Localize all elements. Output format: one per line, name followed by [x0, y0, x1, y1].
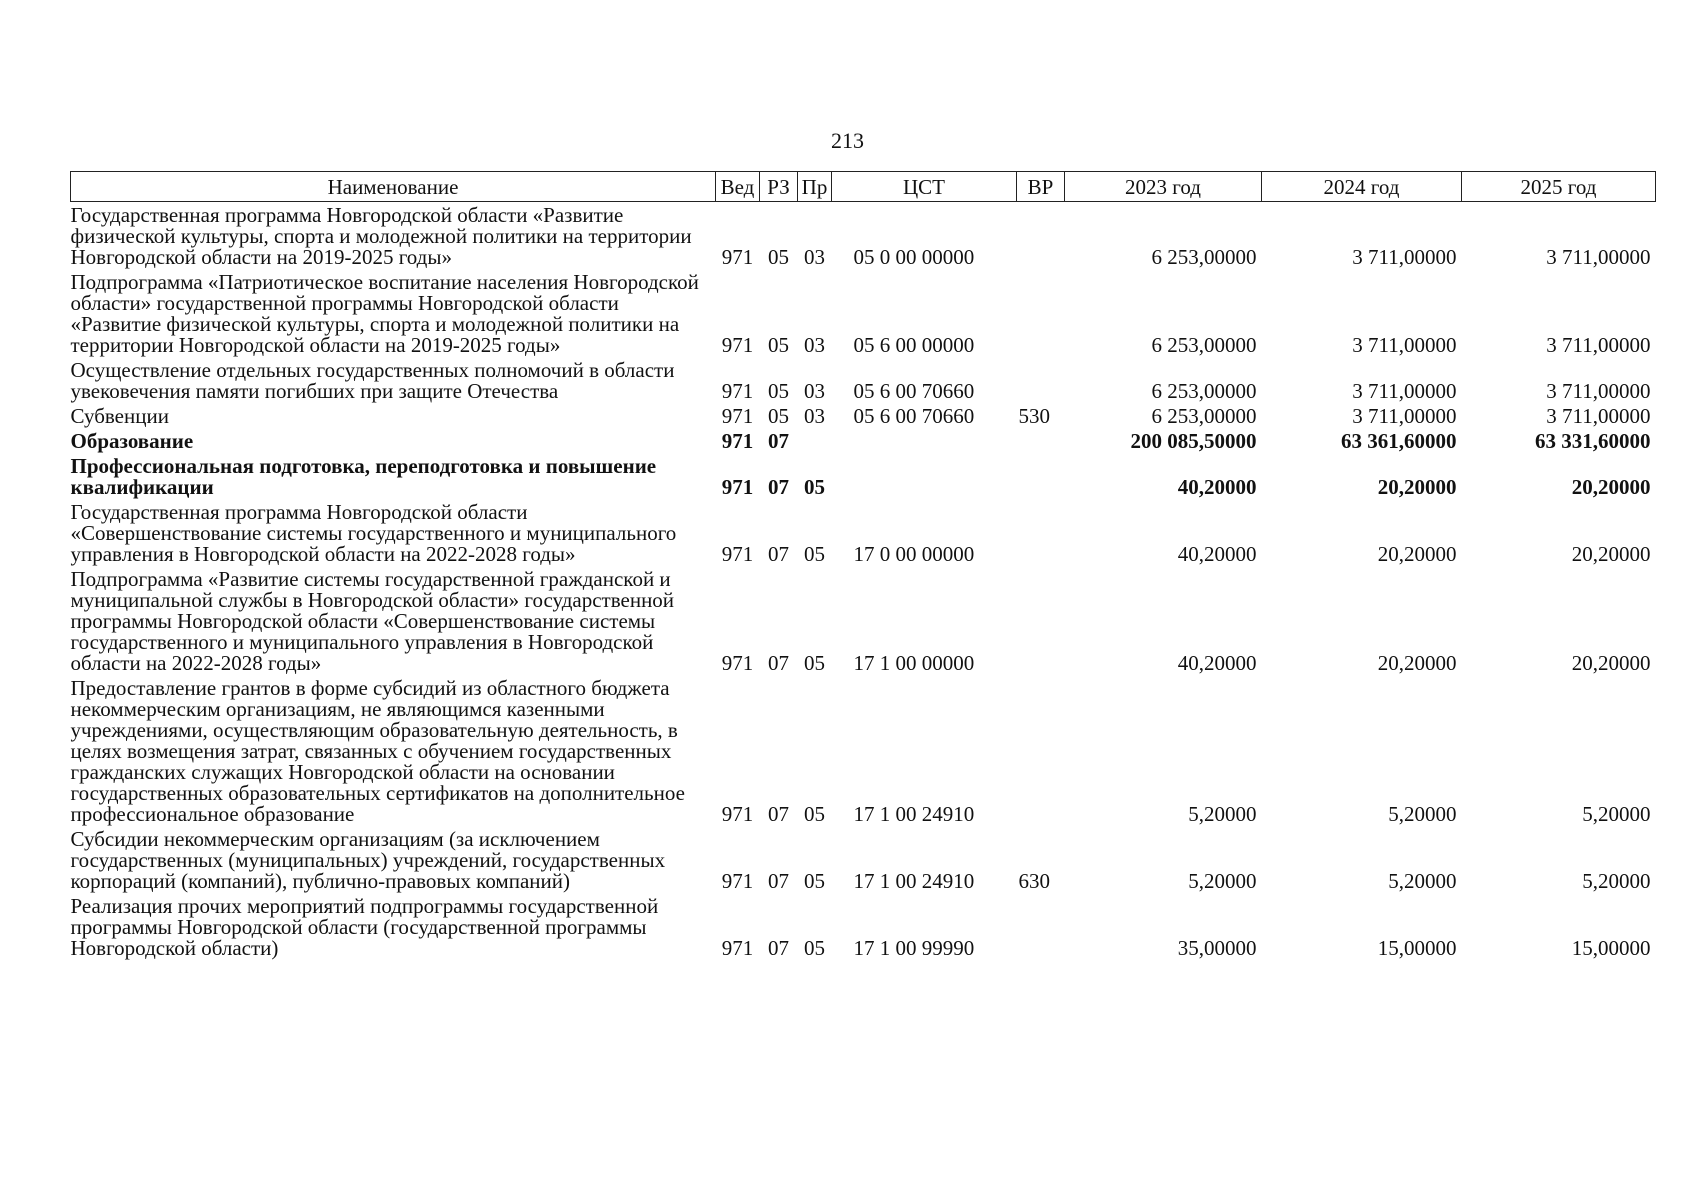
- row-ved: 971: [721, 245, 754, 269]
- row-ved: 971: [721, 542, 754, 566]
- row-2023: 6 253,00000: [1151, 245, 1257, 269]
- row-rz: 05: [768, 379, 789, 403]
- row-name: Реализация прочих мероприятий подпрограммы государственной программы Новгородской области (государственной программы Новгородской области): [70, 894, 659, 960]
- row-2024: 3 711,00000: [1352, 379, 1457, 403]
- row-2023: 200 085,50000: [1130, 429, 1257, 453]
- header-year-2024: 2024 год: [1262, 172, 1462, 202]
- header-year-2023: 2023 год: [1065, 172, 1262, 202]
- row-rz: 07: [768, 869, 789, 893]
- header-year-2025: 2025 год: [1462, 172, 1656, 202]
- row-vr: 630: [1018, 869, 1050, 893]
- row-cst: 17 1 00 00000: [853, 651, 975, 675]
- row-pr: 05: [804, 475, 825, 499]
- row-2025: 20,20000: [1571, 542, 1651, 566]
- table-row: [71, 678, 1656, 829]
- row-rz: 07: [768, 802, 789, 826]
- row-vr: [1017, 569, 1065, 678]
- row-2023: 40,20000: [1177, 475, 1257, 499]
- row-name: Предоставление грантов в форме субсидий из областного бюджета некоммерческим организациям, не являющимся казенными учреждениями, осуществляющим образовательную деятельность, в целях возмещения затрат, связанных с обучением государственных гражданских служащих Новгородской области на основании государственных образовательных сертификатов на дополнительное профессиональное образование: [70, 676, 685, 826]
- row-2024: 5,20000: [1388, 869, 1457, 893]
- row-2024: 3 711,00000: [1352, 333, 1457, 357]
- table-row: [71, 829, 1656, 896]
- row-name: Осуществление отдельных государственных полномочий в области увековечения памяти погибших при защите Отечества: [70, 358, 675, 403]
- header-vr: ВР: [1017, 172, 1065, 202]
- header-cst: ЦСТ: [832, 172, 1017, 202]
- row-2024: 63 361,60000: [1341, 429, 1457, 453]
- row-rz: 07: [768, 936, 789, 960]
- row-2023: 5,20000: [1188, 869, 1257, 893]
- row-name: Государственная программа Новгородской области «Развитие физической культуры, спорта и молодежной политики на территории Новгородской области на 2019-2025 годы»: [70, 203, 692, 269]
- table-row: [71, 569, 1656, 678]
- row-pr: 05: [804, 802, 825, 826]
- row-pr: 03: [804, 379, 825, 403]
- row-vr: [1017, 431, 1065, 456]
- row-cst: 17 1 00 24910: [853, 802, 975, 826]
- row-2024: 20,20000: [1377, 542, 1457, 566]
- row-cst: 05 6 00 70660: [853, 379, 975, 403]
- row-2025: 20,20000: [1571, 651, 1651, 675]
- row-2025: 20,20000: [1571, 475, 1651, 499]
- row-pr: [798, 431, 832, 456]
- row-pr: 05: [804, 936, 825, 960]
- row-pr: 05: [804, 542, 825, 566]
- row-name: Субвенции: [70, 404, 169, 428]
- row-2024: 15,00000: [1377, 936, 1457, 960]
- table-row: [71, 202, 1656, 273]
- row-2023: 6 253,00000: [1151, 379, 1257, 403]
- row-pr: 03: [804, 333, 825, 357]
- row-ved: 971: [721, 333, 754, 357]
- header-row: [71, 172, 1656, 202]
- row-vr: [1017, 502, 1065, 569]
- row-2023: 6 253,00000: [1151, 404, 1257, 428]
- header-name: Наименование: [71, 172, 716, 202]
- table-body: [71, 202, 1656, 964]
- table-row: [71, 406, 1656, 431]
- row-2024: 5,20000: [1388, 802, 1457, 826]
- row-2025: 3 711,00000: [1546, 404, 1651, 428]
- row-2025: 3 711,00000: [1546, 333, 1651, 357]
- row-ved: 971: [721, 869, 754, 893]
- row-2023: 40,20000: [1177, 542, 1257, 566]
- row-name: Подпрограмма «Развитие системы государственной гражданской и муниципальной службы в Новгородской области» государственной программы Новгородской области «Совершенствование системы государственного и муниципального управления в Новгородской области на 2022-2028 годы»: [70, 567, 675, 675]
- row-cst: 05 0 00 00000: [853, 245, 975, 269]
- table-row: [71, 431, 1656, 456]
- row-2023: 40,20000: [1177, 651, 1257, 675]
- header-ved: Вед: [716, 172, 760, 202]
- row-cst: [832, 456, 1017, 502]
- table-row: [71, 502, 1656, 569]
- row-rz: 07: [768, 475, 789, 499]
- row-pr: 05: [804, 869, 825, 893]
- table-row: [71, 896, 1656, 963]
- row-vr: [1017, 896, 1065, 963]
- row-vr: [1017, 272, 1065, 360]
- row-name: Государственная программа Новгородской области «Совершенствование системы государственного и муниципального управления в Новгородской области на 2022-2028 годы»: [70, 500, 677, 566]
- row-pr: 03: [804, 245, 825, 269]
- row-vr: 530: [1018, 404, 1050, 428]
- row-ved: 971: [721, 475, 754, 499]
- row-ved: 971: [721, 651, 754, 675]
- row-pr: 05: [804, 651, 825, 675]
- row-cst: 17 1 00 24910: [853, 869, 975, 893]
- table-row: [71, 456, 1656, 502]
- row-rz: 07: [768, 651, 789, 675]
- row-2024: 20,20000: [1377, 475, 1457, 499]
- row-name: Профессиональная подготовка, переподготовка и повышение квалификации: [70, 454, 657, 499]
- row-ved: 971: [721, 404, 754, 428]
- row-name: Образование: [70, 429, 194, 453]
- row-pr: 03: [804, 404, 825, 428]
- row-cst: 17 1 00 99990: [853, 936, 975, 960]
- row-cst: 17 0 00 00000: [853, 542, 975, 566]
- row-2025: 5,20000: [1582, 802, 1651, 826]
- header-rz: РЗ: [760, 172, 798, 202]
- table-row: [71, 272, 1656, 360]
- row-cst: [832, 431, 1017, 456]
- row-2023: 35,00000: [1177, 936, 1257, 960]
- row-name: Субсидии некоммерческим организациям (за исключением государственных (муниципальных) учреждений, государственных корпораций (компаний), публично-правовых компаний): [70, 827, 666, 893]
- row-rz: 05: [768, 404, 789, 428]
- row-ved: 971: [721, 379, 754, 403]
- row-cst: 05 6 00 70660: [853, 404, 975, 428]
- row-2025: 3 711,00000: [1546, 379, 1651, 403]
- row-rz: 05: [768, 333, 789, 357]
- table-row: [71, 360, 1656, 406]
- row-vr: [1017, 678, 1065, 829]
- row-2023: 6 253,00000: [1151, 333, 1257, 357]
- row-2023: 5,20000: [1188, 802, 1257, 826]
- row-ved: 971: [721, 936, 754, 960]
- row-rz: 07: [768, 429, 789, 453]
- row-ved: 971: [721, 429, 754, 453]
- row-name: Подпрограмма «Патриотическое воспитание населения Новгородской области» государственной программы Новгородской области «Развитие физической культуры, спорта и молодежной политики на территории Новгородской области на 2019-2025 годы»: [70, 270, 699, 357]
- row-rz: 05: [768, 245, 789, 269]
- budget-table: [70, 171, 1656, 963]
- row-2025: 3 711,00000: [1546, 245, 1651, 269]
- row-2025: 15,00000: [1571, 936, 1651, 960]
- row-vr: [1017, 456, 1065, 502]
- row-cst: 05 6 00 00000: [853, 333, 975, 357]
- row-2025: 63 331,60000: [1535, 429, 1651, 453]
- row-vr: [1017, 360, 1065, 406]
- row-2024: 3 711,00000: [1352, 404, 1457, 428]
- table-header: [71, 172, 1656, 202]
- row-vr: [1017, 202, 1065, 273]
- row-2024: 3 711,00000: [1352, 245, 1457, 269]
- row-ved: 971: [721, 802, 754, 826]
- header-pr: Пр: [798, 172, 832, 202]
- row-2024: 20,20000: [1377, 651, 1457, 675]
- row-2025: 5,20000: [1582, 869, 1651, 893]
- row-rz: 07: [768, 542, 789, 566]
- page-number: 213: [831, 128, 864, 153]
